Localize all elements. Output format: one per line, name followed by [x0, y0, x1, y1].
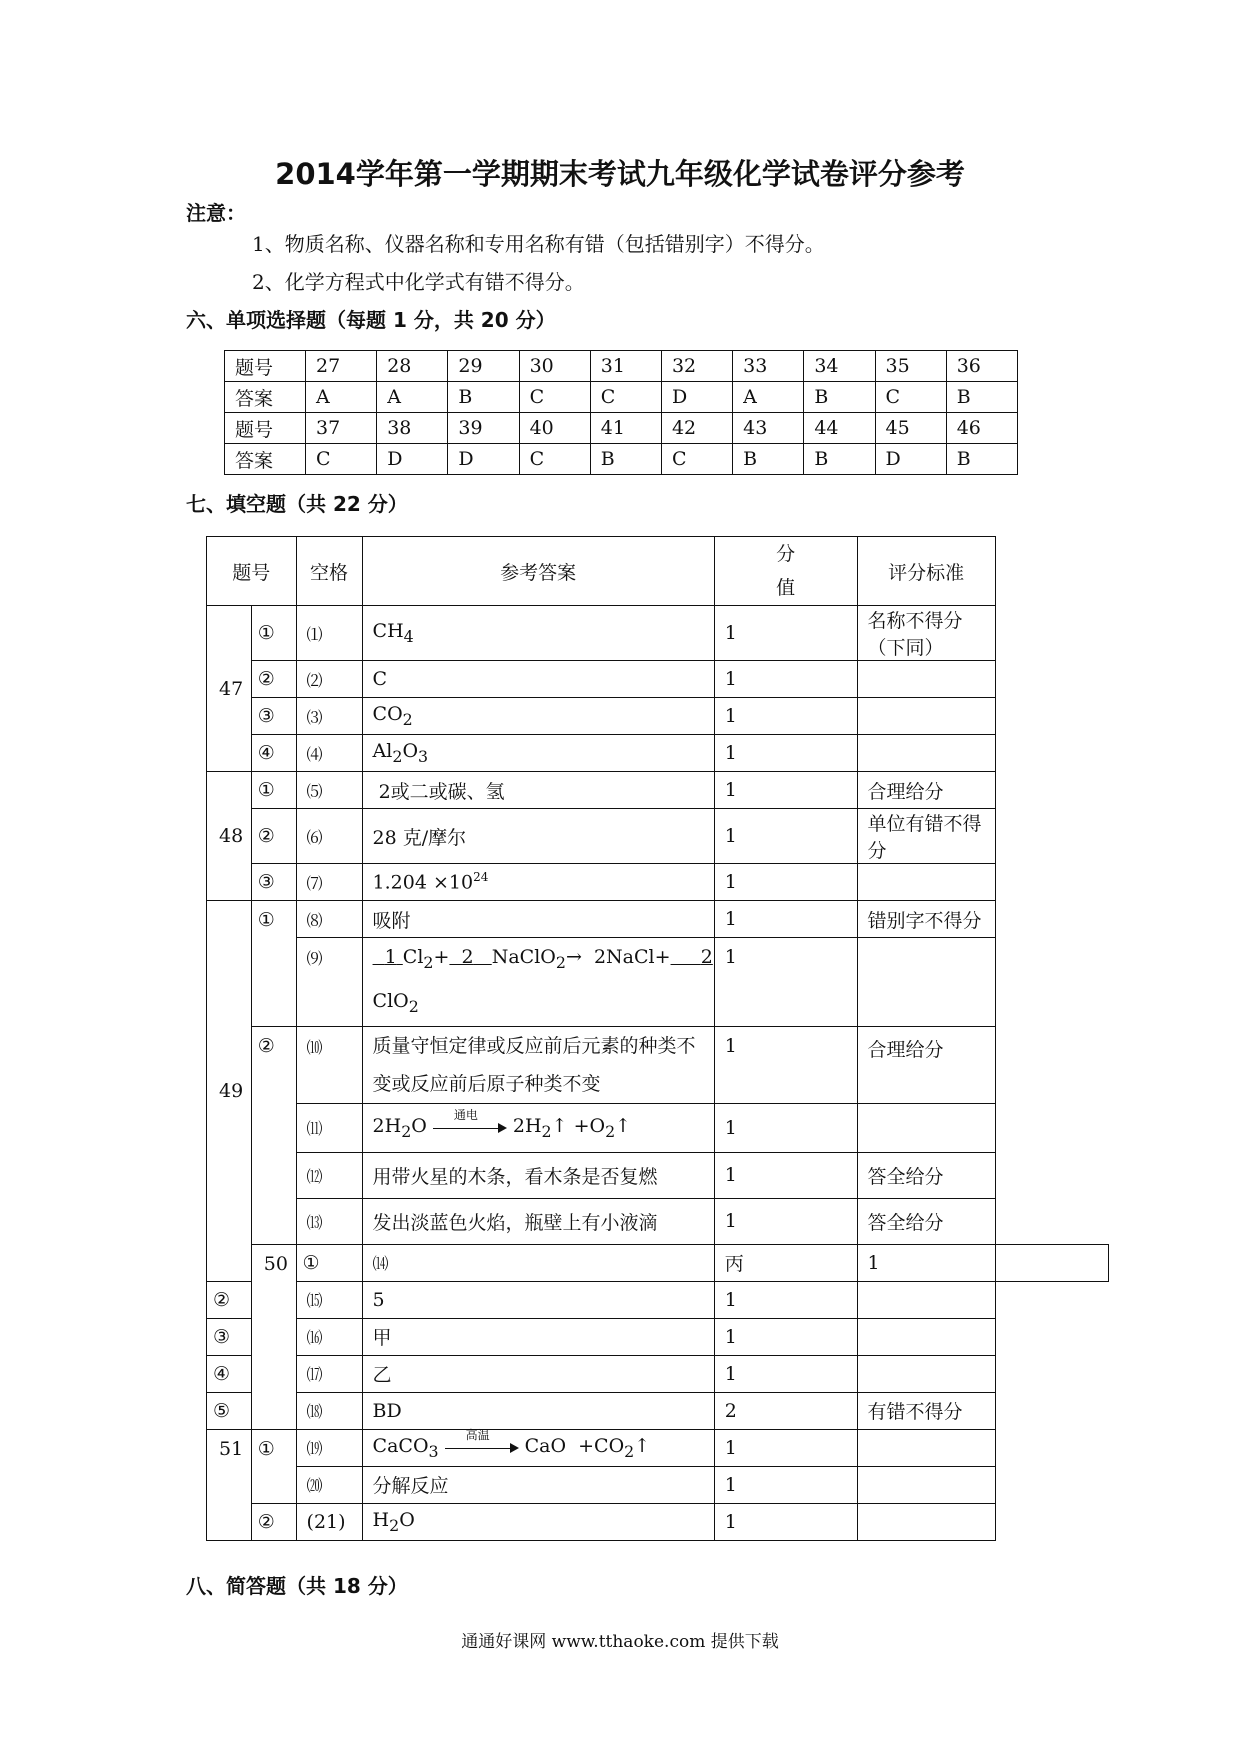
- subscript: 2: [408, 996, 419, 1016]
- score-cell: 1: [714, 1281, 857, 1318]
- question-number: 42: [661, 413, 732, 444]
- standard-cell: [857, 1318, 995, 1355]
- table-row: [207, 1318, 1109, 1355]
- section8-heading: 八、简答题（共 18 分）: [186, 1574, 408, 1598]
- subscript: 3: [418, 746, 429, 766]
- header-answer: 参考答案: [362, 537, 714, 606]
- table-row: [225, 351, 1018, 382]
- formula: CaCO: [372, 1434, 429, 1457]
- header-question-number: 题号: [207, 537, 297, 606]
- formula: 2NaCl+: [593, 946, 671, 968]
- score-cell: 1: [714, 1198, 857, 1244]
- answer-text: CO: [372, 703, 403, 726]
- formula: ↑ +O: [551, 1114, 606, 1137]
- subscript: 2: [402, 709, 413, 729]
- blank-number: ⒅: [296, 1392, 362, 1429]
- answer-cell: D: [661, 382, 732, 413]
- sub-question: ①: [296, 1244, 362, 1281]
- reaction-condition: 通电: [453, 1107, 478, 1122]
- sub-question: ②: [251, 809, 296, 864]
- blank-number: ⑼: [296, 938, 362, 1027]
- answer-cell: 5: [362, 1281, 714, 1318]
- question-number: 49: [207, 901, 252, 1282]
- blank-number: ⒁: [362, 1244, 714, 1281]
- score-cell: 1: [714, 1429, 857, 1466]
- standard-cell: 错别字不得分: [857, 901, 995, 938]
- blank-number: (21): [296, 1503, 362, 1540]
- header-score-line2: 值: [776, 577, 796, 599]
- formula: 2H: [372, 1114, 402, 1137]
- sub-question: ①: [251, 1429, 296, 1503]
- standard-cell: [857, 661, 995, 698]
- multiple-choice-answer-table: [224, 350, 1018, 475]
- blank-number: ⑽: [296, 1026, 362, 1103]
- score-cell: 1: [714, 1103, 857, 1152]
- blank-number: ⑻: [296, 901, 362, 938]
- answer-cell: D: [875, 444, 946, 475]
- table-row: [207, 735, 1109, 772]
- answer-cell: 发出淡蓝色火焰，瓶壁上有小液滴: [362, 1198, 714, 1244]
- table-row: [225, 382, 1018, 413]
- sub-question: ③: [251, 864, 296, 901]
- formula: CaO +CO: [524, 1434, 625, 1457]
- answer-cell: B: [590, 444, 661, 475]
- standard-cell: [857, 938, 995, 1027]
- table-row: [207, 901, 1109, 938]
- answer-cell: 用带火星的木条，看木条是否复燃: [362, 1152, 714, 1198]
- answer-cell: C: [519, 382, 590, 413]
- question-number: 40: [519, 413, 590, 444]
- answer-cell: [362, 735, 714, 772]
- standard-cell: [857, 864, 995, 901]
- question-number: 27: [306, 351, 377, 382]
- score-cell: 1: [714, 1152, 857, 1198]
- table-row: [207, 698, 1109, 735]
- up-arrow: ↑: [634, 1434, 651, 1457]
- answer-cell: B: [946, 444, 1017, 475]
- question-number: 50: [251, 1244, 296, 1429]
- question-number: 44: [804, 413, 875, 444]
- equation-cell: [362, 1103, 714, 1152]
- answer-cell: A: [733, 382, 804, 413]
- section7-heading: 七、填空题（共 22 分）: [186, 492, 408, 516]
- answer-cell: A: [377, 382, 448, 413]
- blank-number: ⑴: [296, 606, 362, 661]
- question-number: 30: [519, 351, 590, 382]
- sub-question: ④: [251, 735, 296, 772]
- question-number: 38: [377, 413, 448, 444]
- answer-cell: B: [448, 382, 519, 413]
- subscript: 3: [428, 1441, 439, 1461]
- standard-cell: [857, 1466, 995, 1503]
- footer-credit: 通通好课网 www.tthaoke.com 提供下载: [461, 1632, 779, 1652]
- sub-question: ⑤: [207, 1392, 252, 1429]
- answer-cell: 28 克/摩尔: [362, 809, 714, 864]
- standard-cell: [857, 1429, 995, 1466]
- answer-text: Al: [372, 740, 393, 763]
- score-cell: 1: [714, 1026, 857, 1103]
- standard-cell: 有错不得分: [857, 1392, 995, 1429]
- subscript: 2: [605, 1121, 616, 1141]
- reaction-arrow: →: [565, 946, 582, 968]
- subscript: 2: [423, 952, 434, 972]
- up-arrow: ↑: [615, 1114, 632, 1137]
- formula: Cl: [402, 946, 424, 968]
- question-number: 43: [733, 413, 804, 444]
- blank-number: ⒆: [296, 1429, 362, 1466]
- row-label-question: 题号: [225, 413, 306, 444]
- question-number: 39: [448, 413, 519, 444]
- table-row: [207, 1281, 1109, 1318]
- coefficient-value: 1: [384, 946, 397, 968]
- table-row: [207, 606, 1109, 661]
- standard-cell: [857, 1503, 995, 1540]
- reaction-condition: 高温: [465, 1427, 490, 1442]
- question-number: 32: [661, 351, 732, 382]
- row-label-answer: 答案: [225, 382, 306, 413]
- answer-cell: [362, 698, 714, 735]
- answer-cell: C: [306, 444, 377, 475]
- answer-cell: A: [306, 382, 377, 413]
- subscript: 4: [403, 626, 414, 646]
- coefficient: [373, 946, 403, 968]
- standard-cell: 合理给分: [857, 1026, 995, 1103]
- score-cell: 1: [714, 1503, 857, 1540]
- header-blank: 空格: [296, 537, 362, 606]
- table-row: [207, 1466, 1109, 1503]
- subscript: 2: [401, 1121, 412, 1141]
- coefficient: [671, 946, 713, 968]
- answer-cell: [362, 864, 714, 901]
- answer-text: O: [402, 740, 419, 763]
- answer-cell: B: [733, 444, 804, 475]
- sub-question: ②: [251, 661, 296, 698]
- question-number: 34: [804, 351, 875, 382]
- sub-question: ③: [251, 698, 296, 735]
- standard-cell: 名称不得分（下同）: [857, 606, 995, 661]
- answer-cell: 乙: [362, 1355, 714, 1392]
- blank-number: ⒀: [296, 1198, 362, 1244]
- note-item-1: 1、物质名称、仪器名称和专用名称有错（包括错别字）不得分。: [252, 232, 825, 256]
- answer-cell: C: [519, 444, 590, 475]
- table-row: [207, 1503, 1109, 1540]
- plus-sign: +: [433, 946, 450, 968]
- standard-cell: 合理给分: [857, 772, 995, 809]
- question-number: 47: [207, 606, 252, 772]
- answer-cell: 2或二或碳、氢: [362, 772, 714, 809]
- formula: NaClO: [491, 946, 556, 968]
- blank-number: ⒂: [296, 1281, 362, 1318]
- question-number: 31: [590, 351, 661, 382]
- score-cell: 1: [714, 606, 857, 661]
- sub-question: ③: [207, 1318, 252, 1355]
- score-cell: 1: [714, 864, 857, 901]
- question-number: 29: [448, 351, 519, 382]
- question-number: 45: [875, 413, 946, 444]
- score-cell: 1: [714, 1466, 857, 1503]
- table-row: [225, 413, 1018, 444]
- score-cell: 2: [714, 1392, 857, 1429]
- answer-cell: C: [590, 382, 661, 413]
- standard-cell: 答全给分: [857, 1198, 995, 1244]
- question-number: 33: [733, 351, 804, 382]
- table-row: [207, 1152, 1109, 1198]
- standard-cell: [857, 698, 995, 735]
- header-score-line1: 分: [776, 543, 796, 565]
- sub-question: ②: [251, 1026, 296, 1244]
- score-cell: 1: [714, 772, 857, 809]
- blank-number: ⑷: [296, 735, 362, 772]
- answer-cell: [362, 1503, 714, 1540]
- answer-cell: D: [377, 444, 448, 475]
- blank-number: ⑵: [296, 661, 362, 698]
- table-row: [225, 444, 1018, 475]
- answer-cell: B: [946, 382, 1017, 413]
- subscript: 2: [555, 952, 566, 972]
- blank-number: ⒄: [296, 1355, 362, 1392]
- answer-cell: C: [661, 444, 732, 475]
- standard-cell: [857, 1355, 995, 1392]
- question-number: 35: [875, 351, 946, 382]
- equation-cell: [362, 938, 714, 1027]
- header-standard: 评分标准: [857, 537, 995, 606]
- table-row: [207, 1103, 1109, 1152]
- score-cell: 1: [714, 1355, 857, 1392]
- table-row: [207, 1392, 1109, 1429]
- subscript: 2: [389, 1515, 400, 1535]
- table-row: [207, 1355, 1109, 1392]
- question-number: 28: [377, 351, 448, 382]
- score-cell: 1: [714, 938, 857, 1027]
- subscript: 2: [392, 746, 403, 766]
- formula: O: [411, 1114, 427, 1137]
- answer-text: H: [372, 1508, 390, 1531]
- blank-number: ⑸: [296, 772, 362, 809]
- answer-cell: 分解反应: [362, 1466, 714, 1503]
- question-number: 37: [306, 413, 377, 444]
- subscript: 2: [624, 1441, 635, 1461]
- question-number: 48: [207, 772, 252, 901]
- score-cell: 1: [714, 1318, 857, 1355]
- score-cell: 1: [714, 698, 857, 735]
- standard-cell: [857, 1103, 995, 1152]
- formula: ClO: [372, 989, 409, 1012]
- coefficient-value: 2: [700, 946, 713, 968]
- answer-text: 1.204 ×10: [372, 871, 474, 894]
- page-title: 2014学年第一学期期末考试九年级化学试卷评分参考: [275, 157, 965, 191]
- note-item-2: 2、化学方程式中化学式有错不得分。: [252, 270, 585, 294]
- answer-cell: 丙: [714, 1244, 857, 1281]
- answer-cell: D: [448, 444, 519, 475]
- sub-question: ②: [251, 1503, 296, 1540]
- fill-in-scoring-table: [206, 536, 1109, 1541]
- table-header-row: [207, 537, 1109, 606]
- answer-cell: B: [804, 444, 875, 475]
- reaction-arrow-icon: [433, 1107, 507, 1135]
- table-row: [207, 1244, 1109, 1281]
- score-cell: 1: [857, 1244, 995, 1281]
- blank-number: ⑾: [296, 1103, 362, 1152]
- notes-heading: 注意：: [186, 201, 246, 225]
- blank-number: ⒃: [296, 1318, 362, 1355]
- standard-cell: 答全给分: [857, 1152, 995, 1198]
- score-cell: 1: [714, 901, 857, 938]
- equation-cell: [362, 1429, 714, 1466]
- score-cell: 1: [714, 661, 857, 698]
- table-row: [207, 938, 1109, 1027]
- table-row: [207, 661, 1109, 698]
- row-label-question: 题号: [225, 351, 306, 382]
- header-score: [714, 537, 857, 606]
- reaction-arrow-icon: [445, 1427, 519, 1455]
- coefficient: [449, 946, 491, 968]
- table-row: [207, 809, 1109, 864]
- sub-question: ①: [251, 901, 296, 1027]
- question-number: 36: [946, 351, 1017, 382]
- superscript: 24: [473, 870, 489, 885]
- sub-question: ④: [207, 1355, 252, 1392]
- score-cell: 1: [714, 809, 857, 864]
- table-row: [207, 864, 1109, 901]
- standard-cell: [857, 735, 995, 772]
- answer-cell: C: [875, 382, 946, 413]
- formula: 2H: [512, 1114, 542, 1137]
- table-row: [207, 1026, 1109, 1103]
- blank-number: ⑶: [296, 698, 362, 735]
- answer-cell: BD: [362, 1392, 714, 1429]
- score-cell: 1: [714, 735, 857, 772]
- section6-heading: 六、单项选择题（每题 1 分，共 20 分）: [186, 308, 556, 332]
- standard-cell: [995, 1244, 1108, 1281]
- question-number: 46: [946, 413, 1017, 444]
- sub-question: ①: [251, 772, 296, 809]
- answer-cell: [362, 606, 714, 661]
- answer-cell: 甲: [362, 1318, 714, 1355]
- standard-cell: [857, 1281, 995, 1318]
- answer-cell: B: [804, 382, 875, 413]
- question-number: 41: [590, 413, 661, 444]
- table-row: [207, 1198, 1109, 1244]
- sub-question: ①: [251, 606, 296, 661]
- table-row: [207, 1429, 1109, 1466]
- answer-cell: C: [362, 661, 714, 698]
- blank-number: ⒇: [296, 1466, 362, 1503]
- blank-number: ⑺: [296, 864, 362, 901]
- standard-cell: 单位有错不得分: [857, 809, 995, 864]
- subscript: 2: [541, 1121, 552, 1141]
- blank-number: ⑿: [296, 1152, 362, 1198]
- answer-text: CH: [372, 620, 404, 643]
- answer-cell: 吸附: [362, 901, 714, 938]
- question-number: 51: [207, 1429, 252, 1540]
- blank-number: ⑹: [296, 809, 362, 864]
- sub-question: ②: [207, 1281, 252, 1318]
- coefficient-value: 2: [461, 946, 474, 968]
- answer-cell: 质量守恒定律或反应前后元素的种类不变或反应前后原子种类不变: [362, 1026, 714, 1103]
- row-label-answer: 答案: [225, 444, 306, 475]
- answer-text: O: [399, 1508, 415, 1531]
- table-row: [207, 772, 1109, 809]
